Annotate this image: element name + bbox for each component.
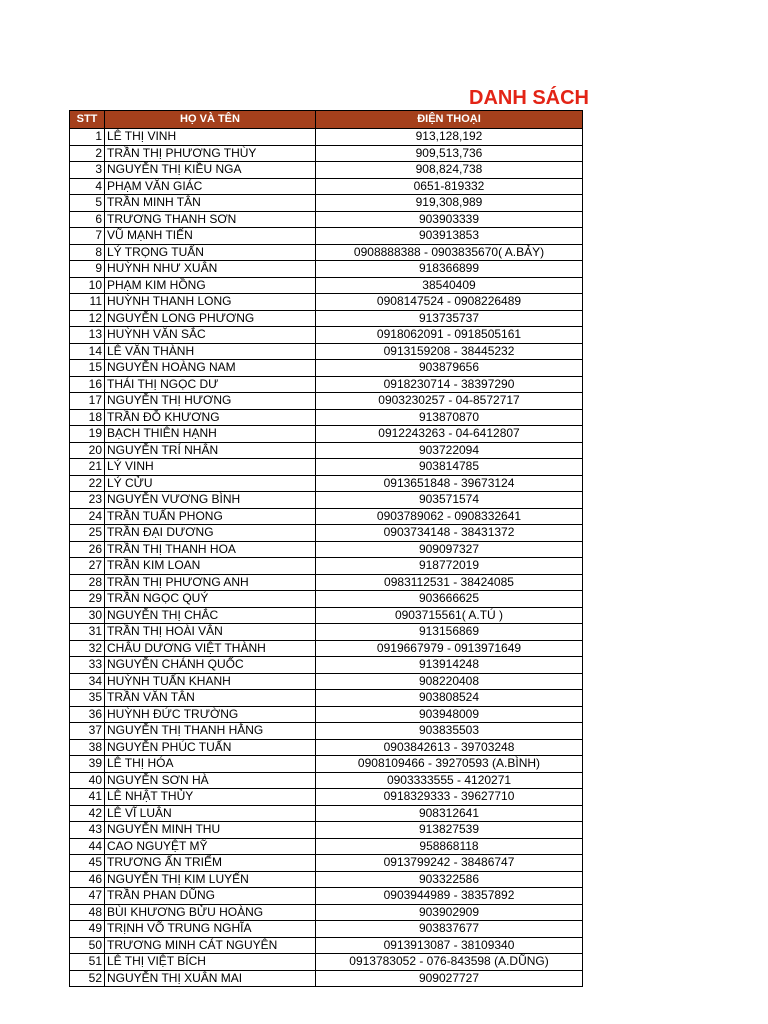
row-phone: 913,128,192 xyxy=(316,129,583,146)
row-phone: 0908888388 - 0903835670( A.BẢY) xyxy=(316,244,583,261)
row-phone: 0912243263 - 04-6412807 xyxy=(316,426,583,443)
row-name: TRƯƠNG ẤN TRIỂM xyxy=(105,855,316,872)
row-name: LÊ THỊ VIỆT BÍCH xyxy=(105,954,316,971)
table-row xyxy=(70,921,583,938)
row-name: LÝ VINH xyxy=(105,459,316,476)
row-index: 52 xyxy=(70,970,105,987)
row-phone: 0918230714 - 38397290 xyxy=(316,376,583,393)
row-phone: 913870870 xyxy=(316,409,583,426)
contact-table xyxy=(69,110,583,987)
table-row xyxy=(70,162,583,179)
table-row xyxy=(70,211,583,228)
row-phone: 0913651848 - 39673124 xyxy=(316,475,583,492)
row-phone: 903571574 xyxy=(316,492,583,509)
table-row xyxy=(70,970,583,987)
table-row xyxy=(70,624,583,641)
row-name: CAO NGUYỆT MỸ xyxy=(105,838,316,855)
row-index: 25 xyxy=(70,525,105,542)
row-index: 27 xyxy=(70,558,105,575)
row-name: TRƯƠNG MINH CÁT NGUYÊN xyxy=(105,937,316,954)
row-phone: 903666625 xyxy=(316,591,583,608)
row-name: NGUYỄN LONG PHƯƠNG xyxy=(105,310,316,327)
row-name: NGUYỄN PHÚC TUẤN xyxy=(105,739,316,756)
table-row xyxy=(70,541,583,558)
row-index: 38 xyxy=(70,739,105,756)
row-index: 43 xyxy=(70,822,105,839)
row-index: 6 xyxy=(70,211,105,228)
row-name: TRẦN MINH TÂN xyxy=(105,195,316,212)
row-phone: 909027727 xyxy=(316,970,583,987)
row-index: 36 xyxy=(70,706,105,723)
row-name: NGUYỄN THỊ HƯƠNG xyxy=(105,393,316,410)
row-index: 42 xyxy=(70,805,105,822)
row-name: TRỊNH VÕ TRUNG NGHĨA xyxy=(105,921,316,938)
row-index: 47 xyxy=(70,888,105,905)
row-index: 33 xyxy=(70,657,105,674)
table-row xyxy=(70,871,583,888)
row-phone: 0903715561( A.TÚ ) xyxy=(316,607,583,624)
row-name: TRƯƠNG THANH SƠN xyxy=(105,211,316,228)
row-name: LÝ CỬU xyxy=(105,475,316,492)
row-name: TRẦN ĐẠI DƯƠNG xyxy=(105,525,316,542)
row-index: 29 xyxy=(70,591,105,608)
row-name: CHÂU DƯƠNG VIỆT THÀNH xyxy=(105,640,316,657)
row-name: TRẦN THỊ PHƯƠNG ANH xyxy=(105,574,316,591)
table-row xyxy=(70,343,583,360)
table-row xyxy=(70,789,583,806)
row-name: HUỲNH ĐỨC TRƯỜNG xyxy=(105,706,316,723)
row-name: LÊ NHẬT THỦY xyxy=(105,789,316,806)
row-name: HUỲNH THANH LONG xyxy=(105,294,316,311)
row-phone: 958868118 xyxy=(316,838,583,855)
row-index: 9 xyxy=(70,261,105,278)
row-name: NGUYỄN HOÀNG NAM xyxy=(105,360,316,377)
row-index: 4 xyxy=(70,178,105,195)
row-name: NGUYỄN THỊ THANH HẰNG xyxy=(105,723,316,740)
row-index: 37 xyxy=(70,723,105,740)
row-index: 26 xyxy=(70,541,105,558)
table-row xyxy=(70,591,583,608)
row-index: 11 xyxy=(70,294,105,311)
row-index: 7 xyxy=(70,228,105,245)
row-phone: 903722094 xyxy=(316,442,583,459)
row-phone: 903948009 xyxy=(316,706,583,723)
table-row xyxy=(70,558,583,575)
row-name: NGUYỄN THỊ KIM LUYẾN xyxy=(105,871,316,888)
row-index: 17 xyxy=(70,393,105,410)
row-name: LÊ VĨ LUÂN xyxy=(105,805,316,822)
table-row xyxy=(70,525,583,542)
row-name: PHẠM VĂN GIÁC xyxy=(105,178,316,195)
table-body xyxy=(70,129,583,987)
row-name: TRẦN TUẤN PHONG xyxy=(105,508,316,525)
table-row xyxy=(70,426,583,443)
table-row xyxy=(70,822,583,839)
row-phone: 0908147524 - 0908226489 xyxy=(316,294,583,311)
table-row xyxy=(70,442,583,459)
row-name: NGUYỄN VƯƠNG BÌNH xyxy=(105,492,316,509)
table-row xyxy=(70,310,583,327)
row-name: TRẦN PHAN DŨNG xyxy=(105,888,316,905)
row-index: 20 xyxy=(70,442,105,459)
column-header-name: HỌ VÀ TÊN xyxy=(105,111,316,129)
row-phone: 0908109466 - 39270593 (A.BÌNH) xyxy=(316,756,583,773)
table-row xyxy=(70,178,583,195)
table-row xyxy=(70,195,583,212)
row-name: NGUYỄN MINH THU xyxy=(105,822,316,839)
row-name: TRẦN THỊ THANH HOA xyxy=(105,541,316,558)
table-row xyxy=(70,673,583,690)
row-phone: 918366899 xyxy=(316,261,583,278)
row-name: LÊ VĂN THÀNH xyxy=(105,343,316,360)
row-index: 21 xyxy=(70,459,105,476)
row-name: LÊ THỊ HÓA xyxy=(105,756,316,773)
row-index: 28 xyxy=(70,574,105,591)
row-phone: 0919667979 - 0913971649 xyxy=(316,640,583,657)
table-row xyxy=(70,690,583,707)
row-name: PHẠM KIM HỒNG xyxy=(105,277,316,294)
table-row xyxy=(70,739,583,756)
table-row xyxy=(70,277,583,294)
row-phone: 903903339 xyxy=(316,211,583,228)
table-row xyxy=(70,294,583,311)
row-index: 14 xyxy=(70,343,105,360)
table-row xyxy=(70,723,583,740)
row-phone: 913827539 xyxy=(316,822,583,839)
table-row xyxy=(70,657,583,674)
row-name: NGUYỄN SƠN HÀ xyxy=(105,772,316,789)
row-index: 49 xyxy=(70,921,105,938)
row-index: 30 xyxy=(70,607,105,624)
row-name: VŨ MẠNH TIẾN xyxy=(105,228,316,245)
row-name: LÊ THỊ VINH xyxy=(105,129,316,146)
row-name: THÁI THỊ NGỌC DƯ xyxy=(105,376,316,393)
table-row xyxy=(70,376,583,393)
row-name: TRẦN VĂN TÂN xyxy=(105,690,316,707)
row-index: 45 xyxy=(70,855,105,872)
row-index: 3 xyxy=(70,162,105,179)
row-phone: 903902909 xyxy=(316,904,583,921)
table-row xyxy=(70,129,583,146)
row-index: 5 xyxy=(70,195,105,212)
row-phone: 903814785 xyxy=(316,459,583,476)
table-row xyxy=(70,393,583,410)
row-index: 40 xyxy=(70,772,105,789)
table-row xyxy=(70,244,583,261)
table-row xyxy=(70,327,583,344)
row-index: 48 xyxy=(70,904,105,921)
table-row xyxy=(70,706,583,723)
row-index: 8 xyxy=(70,244,105,261)
row-phone: 913735737 xyxy=(316,310,583,327)
row-name: TRẦN THỊ HOÀI VÂN xyxy=(105,624,316,641)
row-phone: 903322586 xyxy=(316,871,583,888)
row-phone: 909,513,736 xyxy=(316,145,583,162)
row-phone: 0903333555 - 4120271 xyxy=(316,772,583,789)
page-title: DANH SÁCH xyxy=(469,87,589,109)
row-name: NGUYỄN THỊ KIỀU NGA xyxy=(105,162,316,179)
row-phone: 908312641 xyxy=(316,805,583,822)
row-name: BẠCH THIÊN HẠNH xyxy=(105,426,316,443)
row-name: NGUYỄN THỊ CHẮC xyxy=(105,607,316,624)
row-phone: 0903842613 - 39703248 xyxy=(316,739,583,756)
row-index: 13 xyxy=(70,327,105,344)
table-row xyxy=(70,574,583,591)
table-row xyxy=(70,492,583,509)
table-row xyxy=(70,475,583,492)
table-row xyxy=(70,805,583,822)
table-row xyxy=(70,261,583,278)
row-phone: 0651-819332 xyxy=(316,178,583,195)
row-name: NGUYỄN CHÁNH QUỐC xyxy=(105,657,316,674)
row-name: HUỲNH NHƯ XUÂN xyxy=(105,261,316,278)
row-index: 1 xyxy=(70,129,105,146)
column-header-phone: ĐIỆN THOẠI xyxy=(316,111,583,129)
row-name: HUỲNH VĂN SẮC xyxy=(105,327,316,344)
row-phone: 0913783052 - 076-843598 (A.DŨNG) xyxy=(316,954,583,971)
row-phone: 0918062091 - 0918505161 xyxy=(316,327,583,344)
row-phone: 38540409 xyxy=(316,277,583,294)
row-index: 41 xyxy=(70,789,105,806)
table-row xyxy=(70,904,583,921)
row-phone: 903835503 xyxy=(316,723,583,740)
row-name: NGUYỄN TRÍ NHÂN xyxy=(105,442,316,459)
row-name: LÝ TRỌNG TUẤN xyxy=(105,244,316,261)
row-phone: 913156869 xyxy=(316,624,583,641)
row-phone: 0918329333 - 39627710 xyxy=(316,789,583,806)
row-index: 35 xyxy=(70,690,105,707)
row-index: 15 xyxy=(70,360,105,377)
table-row xyxy=(70,360,583,377)
table-row xyxy=(70,772,583,789)
row-name: TRẦN ĐỖ KHƯƠNG xyxy=(105,409,316,426)
table-row xyxy=(70,508,583,525)
row-phone: 0903789062 - 0908332641 xyxy=(316,508,583,525)
row-phone: 903808524 xyxy=(316,690,583,707)
row-phone: 908,824,738 xyxy=(316,162,583,179)
row-index: 22 xyxy=(70,475,105,492)
row-phone: 913914248 xyxy=(316,657,583,674)
table-row xyxy=(70,937,583,954)
row-phone: 0913913087 - 38109340 xyxy=(316,937,583,954)
row-name: TRẦN KIM LOAN xyxy=(105,558,316,575)
row-phone: 903913853 xyxy=(316,228,583,245)
row-phone: 0903734148 - 38431372 xyxy=(316,525,583,542)
row-phone: 903837677 xyxy=(316,921,583,938)
table-row xyxy=(70,228,583,245)
row-phone: 919,308,989 xyxy=(316,195,583,212)
table-row xyxy=(70,145,583,162)
table-row xyxy=(70,409,583,426)
row-phone: 0983112531 - 38424085 xyxy=(316,574,583,591)
row-index: 16 xyxy=(70,376,105,393)
row-name: BÙI KHƯƠNG BỬU HOÀNG xyxy=(105,904,316,921)
row-name: TRẦN THỊ PHƯƠNG THÙY xyxy=(105,145,316,162)
table-row xyxy=(70,459,583,476)
row-index: 24 xyxy=(70,508,105,525)
row-phone: 0903230257 - 04-8572717 xyxy=(316,393,583,410)
table-row xyxy=(70,607,583,624)
row-index: 34 xyxy=(70,673,105,690)
row-name: TRẦN NGỌC QUÝ xyxy=(105,591,316,608)
row-phone: 909097327 xyxy=(316,541,583,558)
row-index: 23 xyxy=(70,492,105,509)
row-index: 31 xyxy=(70,624,105,641)
row-index: 19 xyxy=(70,426,105,443)
row-index: 44 xyxy=(70,838,105,855)
row-index: 10 xyxy=(70,277,105,294)
row-index: 39 xyxy=(70,756,105,773)
column-header-stt: STT xyxy=(70,111,105,129)
row-index: 50 xyxy=(70,937,105,954)
row-index: 32 xyxy=(70,640,105,657)
row-index: 12 xyxy=(70,310,105,327)
row-index: 18 xyxy=(70,409,105,426)
row-phone: 918772019 xyxy=(316,558,583,575)
row-index: 46 xyxy=(70,871,105,888)
table-header-row xyxy=(70,111,583,129)
table-row xyxy=(70,756,583,773)
row-phone: 0913159208 - 38445232 xyxy=(316,343,583,360)
table-row xyxy=(70,838,583,855)
row-phone: 0913799242 - 38486747 xyxy=(316,855,583,872)
row-name: NGUYỄN THỊ XUÂN MAI xyxy=(105,970,316,987)
table-row xyxy=(70,640,583,657)
row-index: 2 xyxy=(70,145,105,162)
row-index: 51 xyxy=(70,954,105,971)
row-name: HUỲNH TUẤN KHANH xyxy=(105,673,316,690)
row-phone: 908220408 xyxy=(316,673,583,690)
table-row xyxy=(70,855,583,872)
table-row xyxy=(70,888,583,905)
table-row xyxy=(70,954,583,971)
row-phone: 903879656 xyxy=(316,360,583,377)
row-phone: 0903944989 - 38357892 xyxy=(316,888,583,905)
